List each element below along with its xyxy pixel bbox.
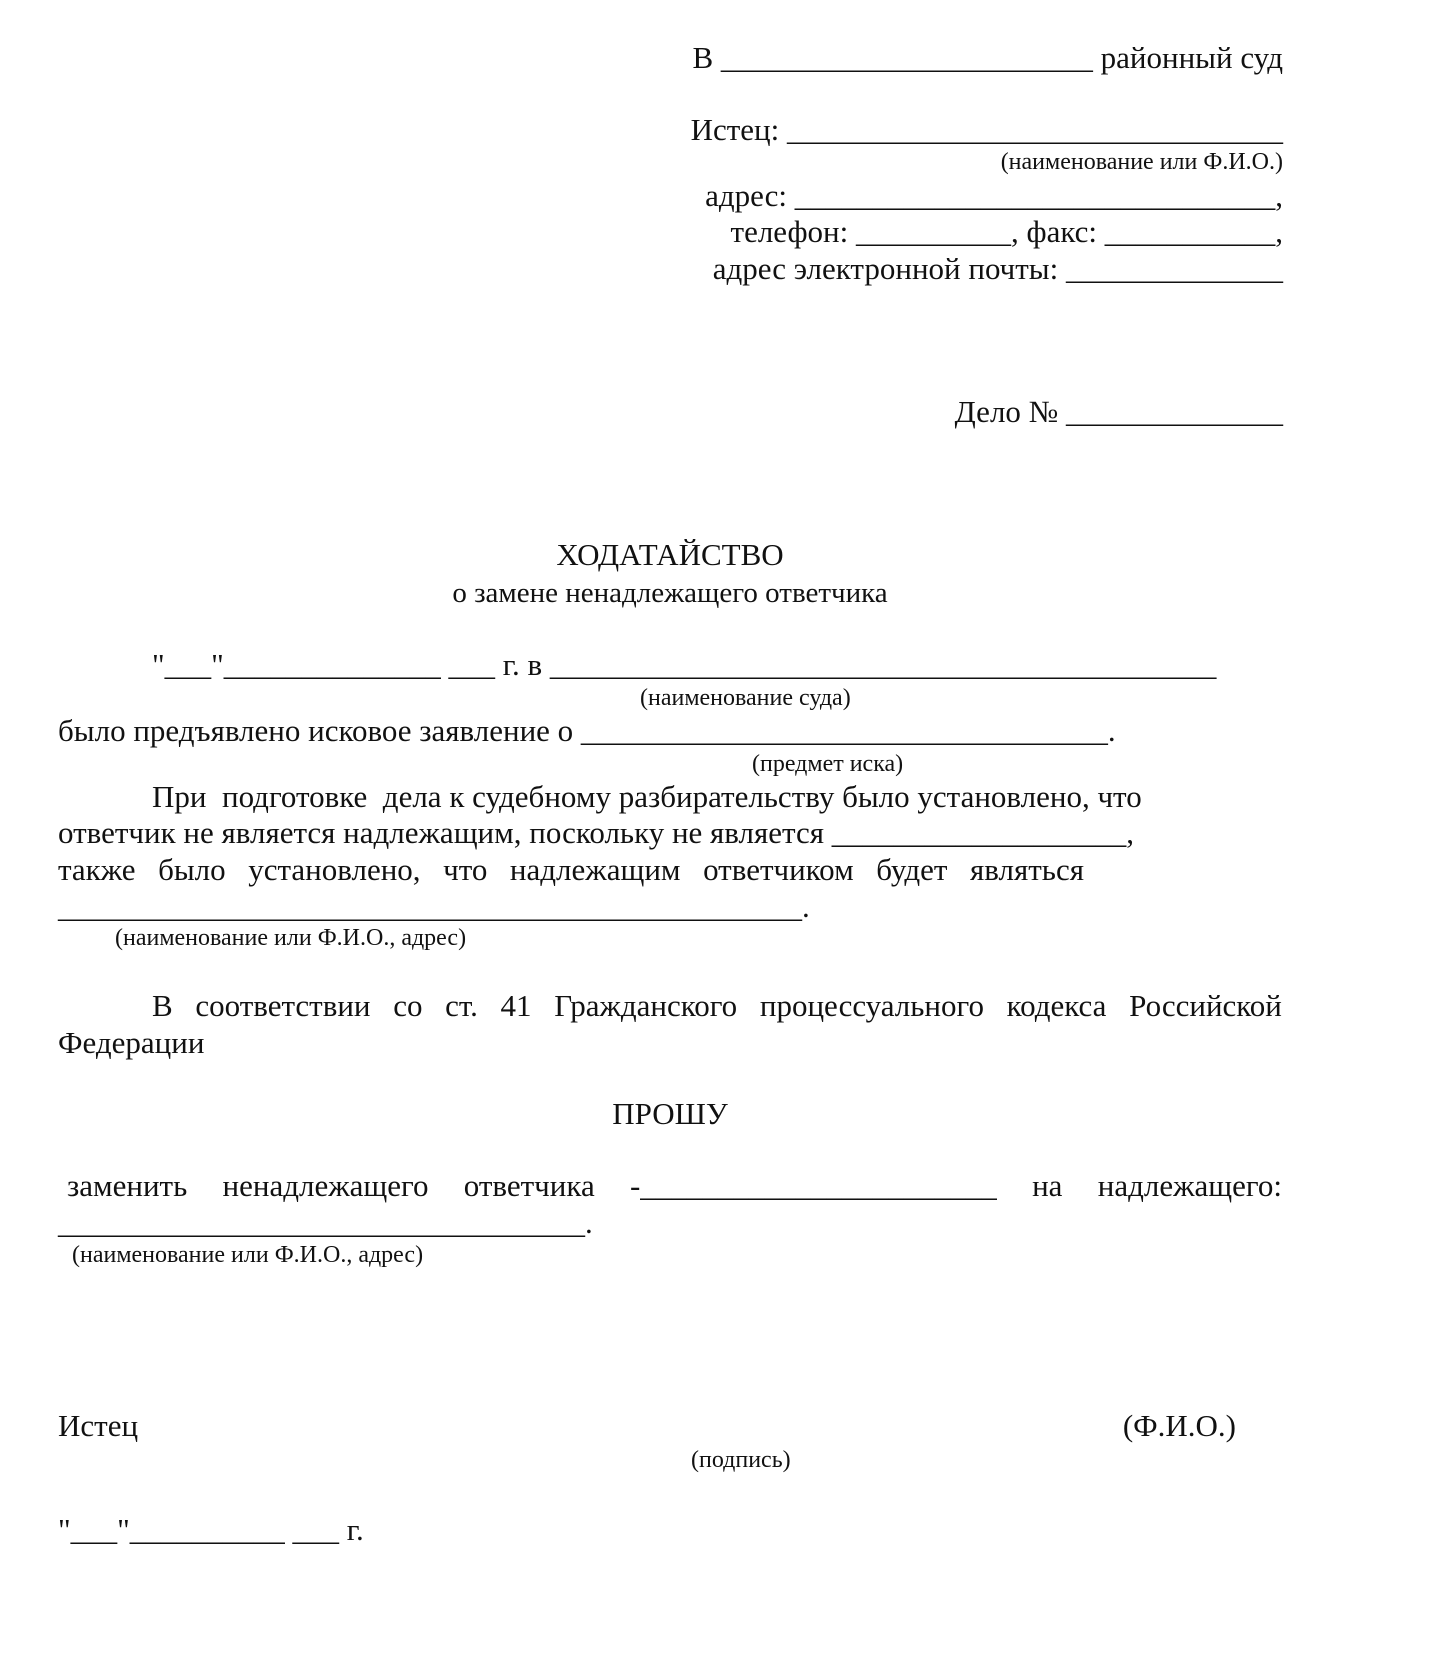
signature-plaintiff-label: Истец [58,1408,139,1443]
para3-line2: Федерации [58,1025,205,1060]
request-caption: (наименование или Ф.И.О., адрес) [72,1242,424,1268]
phone-fax-line: телефон: __________, факс: ___________, [730,214,1283,249]
email-line: адрес электронной почты: ______________ [712,251,1283,286]
word: 41 [500,988,532,1023]
court-line: В ________________________ районный суд [692,40,1283,75]
word: на [1032,1168,1063,1203]
word: соответствии [195,988,371,1023]
para2-caption: (наименование или Ф.И.О., адрес) [115,925,467,951]
claim-caption: (предмет иска) [752,751,904,777]
case-number-line: Дело № ______________ [954,394,1283,429]
word: являться [970,852,1084,887]
document-subtitle: о замене ненадлежащего ответчика [452,577,888,609]
word: процессуального [759,988,984,1023]
word: заменить [67,1168,188,1203]
word: ненадлежащего [222,1168,429,1203]
word: надлежащим [509,852,681,887]
word: будет [876,852,948,887]
word: установлено, [248,852,421,887]
date-court-line: "___"______________ ___ г. в ___________________________________________ [152,647,1217,682]
court-caption: (наименование суда) [640,685,851,711]
para2-line1: При подготовке дела к судебному разбирательству было установлено, что [152,779,1142,814]
word: также [58,852,136,887]
plaintiff-line: Истец: ________________________________ [690,112,1283,147]
word: Российской [1129,988,1282,1023]
document-title: ХОДАТАЙСТВО [556,537,784,572]
signature-date-line: "___"__________ ___ г. [58,1512,364,1547]
para3-line1 [152,988,1282,1024]
plaintiff-caption: (наименование или Ф.И.О.) [1000,149,1283,175]
signature-name-placeholder: (Ф.И.О.) [1122,1408,1236,1443]
address-line: адрес: _______________________________, [705,178,1283,213]
word: кодекса [1006,988,1107,1023]
word: было [158,852,226,887]
word: ответчиком [703,852,854,887]
word: ст. [445,988,478,1023]
para2-line4: ________________________________________________. [58,889,810,924]
word: В [152,988,173,1023]
word: что [443,852,488,887]
word: со [393,988,423,1023]
para2-line2: ответчик не является надлежащим, поскольку не является ___________________, [58,815,1134,850]
para2-line3 [58,852,1084,888]
request-line1 [67,1168,1282,1204]
word: -_______________________ [629,1168,997,1203]
request-line2: __________________________________. [58,1205,593,1240]
request-heading: ПРОШУ [612,1096,728,1131]
word: ответчика [463,1168,595,1203]
word: надлежащего: [1097,1168,1282,1203]
claim-line: было предъявлено исковое заявление о __________________________________. [58,713,1116,748]
signature-caption: (подпись) [691,1447,791,1473]
word: Гражданского [554,988,738,1023]
